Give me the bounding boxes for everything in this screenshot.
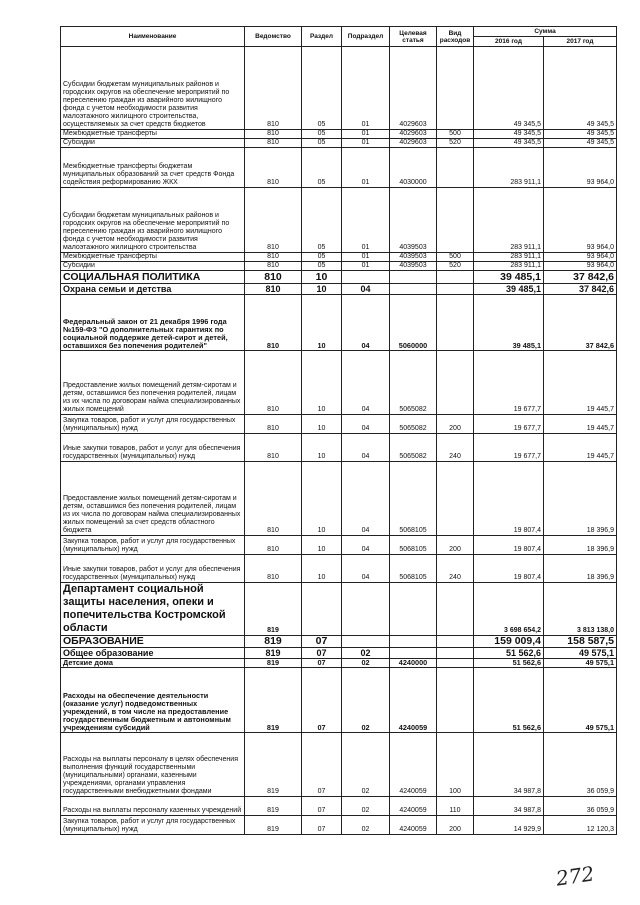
- row-podrazdel-cell: 02: [342, 668, 390, 733]
- row-vid-cell: [437, 583, 474, 636]
- row-name-cell: Расходы на выплаты персоналу в целях обеспечения выполнения функций государственными (муниципальными) органами, казенными учреждениями, органами управления государственными внебюджетными фондами: [61, 733, 245, 797]
- row-sum-2016-cell: 19 807,4: [474, 462, 544, 536]
- row-sum-2017-cell: 18 396,9: [544, 555, 617, 583]
- row-sum-2016-cell: 19 807,4: [474, 555, 544, 583]
- table-row: [61, 536, 617, 555]
- col-header-summa: Сумма: [474, 27, 617, 37]
- table-row: [61, 668, 617, 733]
- table-row: [61, 733, 617, 797]
- row-sum-2016-cell: 283 911,1: [474, 262, 544, 271]
- row-razdel-cell: 05: [302, 253, 342, 262]
- row-vid-cell: [437, 659, 474, 668]
- row-vedomstvo-cell: 810: [245, 253, 302, 262]
- row-vedomstvo-cell: 810: [245, 47, 302, 130]
- col-header-2016: 2016 год: [474, 37, 544, 47]
- row-sum-2016-cell: 39 485,1: [474, 295, 544, 351]
- row-vedomstvo-cell: 810: [245, 130, 302, 139]
- row-vid-cell: 520: [437, 262, 474, 271]
- row-sum-2016-cell: 19 677,7: [474, 351, 544, 415]
- row-sum-2017-cell: 3 813 138,0: [544, 583, 617, 636]
- row-celevaya-cell: 5068105: [390, 555, 437, 583]
- row-vedomstvo-cell: 819: [245, 648, 302, 659]
- row-razdel-cell: 10: [302, 462, 342, 536]
- row-name-cell: Предоставление жилых помещений детям-сиротам и детям, оставшимся без попечения родителей, лицам из их числа по договорам найма специализированных жилых помещений за счет средств областного бюджета: [61, 462, 245, 536]
- row-name-cell: Департамент социальной защиты населения, опеки и попечительства Костромской области: [61, 583, 245, 636]
- row-sum-2017-cell: 37 842,6: [544, 271, 617, 284]
- row-sum-2017-cell: 49 345,5: [544, 139, 617, 148]
- table-row: [61, 47, 617, 130]
- row-name-cell: Расходы на выплаты персоналу казенных учреждений: [61, 797, 245, 816]
- table-row: [61, 271, 617, 284]
- row-vedomstvo-cell: 810: [245, 536, 302, 555]
- row-name-cell: Федеральный закон от 21 декабря 1996 года №159-ФЗ "О дополнительных гарантиях по социальной поддержке детей-сирот и детей, оставшихся без попечения родителей": [61, 295, 245, 351]
- table-row: [61, 797, 617, 816]
- row-celevaya-cell: [390, 648, 437, 659]
- row-sum-2016-cell: 3 698 654,2: [474, 583, 544, 636]
- row-celevaya-cell: [390, 583, 437, 636]
- table-row: [61, 434, 617, 462]
- row-razdel-cell: 05: [302, 47, 342, 130]
- row-razdel-cell: 10: [302, 284, 342, 295]
- row-sum-2017-cell: 49 575,1: [544, 668, 617, 733]
- row-sum-2017-cell: 19 445,7: [544, 415, 617, 434]
- table-row: [61, 555, 617, 583]
- row-vid-cell: [437, 47, 474, 130]
- row-razdel-cell: 05: [302, 130, 342, 139]
- row-vid-cell: [437, 148, 474, 188]
- row-name-cell: Закупка товаров, работ и услуг для государственных (муниципальных) нужд: [61, 816, 245, 835]
- row-sum-2016-cell: 283 911,1: [474, 188, 544, 253]
- row-razdel-cell: 10: [302, 555, 342, 583]
- table-row: [61, 816, 617, 835]
- row-razdel-cell: 10: [302, 434, 342, 462]
- table-row: [61, 284, 617, 295]
- row-vedomstvo-cell: 810: [245, 295, 302, 351]
- row-razdel-cell: 07: [302, 648, 342, 659]
- row-name-cell: Субсидии бюджетам муниципальных районов и городских округов на обеспечение мероприятий по переселению граждан из аварийного жилищного фонда с учетом необходимости развития малоэтажного жилищного строительства, осуществляемых за счет средств бюджетов: [61, 47, 245, 130]
- row-vid-cell: [437, 648, 474, 659]
- row-celevaya-cell: 4240000: [390, 659, 437, 668]
- budget-table-body: [61, 47, 617, 835]
- row-sum-2017-cell: 19 445,7: [544, 434, 617, 462]
- row-podrazdel-cell: 04: [342, 555, 390, 583]
- row-vid-cell: [437, 668, 474, 733]
- row-razdel-cell: 05: [302, 148, 342, 188]
- row-vedomstvo-cell: 810: [245, 271, 302, 284]
- row-celevaya-cell: 5065082: [390, 415, 437, 434]
- row-vedomstvo-cell: 810: [245, 148, 302, 188]
- row-sum-2017-cell: 37 842,6: [544, 295, 617, 351]
- table-row: [61, 636, 617, 648]
- row-razdel-cell: 10: [302, 271, 342, 284]
- row-vid-cell: 100: [437, 733, 474, 797]
- row-podrazdel-cell: 01: [342, 130, 390, 139]
- row-razdel-cell: 07: [302, 733, 342, 797]
- row-podrazdel-cell: [342, 636, 390, 648]
- row-name-cell: Общее образование: [61, 648, 245, 659]
- row-celevaya-cell: 4039503: [390, 253, 437, 262]
- row-podrazdel-cell: 02: [342, 816, 390, 835]
- row-sum-2016-cell: 39 485,1: [474, 284, 544, 295]
- row-razdel-cell: 07: [302, 659, 342, 668]
- row-celevaya-cell: 5068105: [390, 462, 437, 536]
- row-razdel-cell: 05: [302, 188, 342, 253]
- row-razdel-cell: 07: [302, 816, 342, 835]
- row-sum-2017-cell: 36 059,9: [544, 797, 617, 816]
- row-podrazdel-cell: 01: [342, 188, 390, 253]
- row-name-cell: Детские дома: [61, 659, 245, 668]
- row-vedomstvo-cell: 810: [245, 284, 302, 295]
- table-row: [61, 659, 617, 668]
- row-vedomstvo-cell: 810: [245, 351, 302, 415]
- col-header-vedomstvo: Ведомство: [245, 27, 302, 47]
- row-sum-2016-cell: 34 987,8: [474, 797, 544, 816]
- table-row: [61, 295, 617, 351]
- handwritten-page-number: 272: [554, 861, 596, 891]
- row-vid-cell: 500: [437, 130, 474, 139]
- row-sum-2016-cell: 51 562,6: [474, 659, 544, 668]
- row-vedomstvo-cell: 810: [245, 188, 302, 253]
- row-vedomstvo-cell: 810: [245, 462, 302, 536]
- row-vid-cell: [437, 351, 474, 415]
- row-vedomstvo-cell: 810: [245, 415, 302, 434]
- row-name-cell: ОБРАЗОВАНИЕ: [61, 636, 245, 648]
- col-header-celevaya: Целевая статья: [390, 27, 437, 47]
- row-vedomstvo-cell: 819: [245, 668, 302, 733]
- table-row: [61, 583, 617, 636]
- row-vedomstvo-cell: 819: [245, 659, 302, 668]
- row-podrazdel-cell: 01: [342, 253, 390, 262]
- row-name-cell: Расходы на обеспечение деятельности (оказание услуг) подведомственных учреждений, в том числе на предоставление государственным бюджетным и автономным учреждениям субсидий: [61, 668, 245, 733]
- row-name-cell: Межбюджетные трансферты бюджетам муниципальных образований за счет средств Фонда содействия реформированию ЖКХ: [61, 148, 245, 188]
- row-celevaya-cell: 5065082: [390, 434, 437, 462]
- row-name-cell: Предоставление жилых помещений детям-сиротам и детям, оставшимся без попечения родителей, лицам из их числа по договорам найма специализированных жилых помещений: [61, 351, 245, 415]
- table-row: [61, 139, 617, 148]
- row-podrazdel-cell: 04: [342, 536, 390, 555]
- row-sum-2017-cell: 49 575,1: [544, 659, 617, 668]
- row-razdel-cell: 07: [302, 797, 342, 816]
- row-podrazdel-cell: 04: [342, 434, 390, 462]
- row-sum-2017-cell: 49 575,1: [544, 648, 617, 659]
- table-row: [61, 253, 617, 262]
- row-podrazdel-cell: [342, 271, 390, 284]
- row-vedomstvo-cell: 819: [245, 583, 302, 636]
- row-podrazdel-cell: [342, 583, 390, 636]
- row-vid-cell: [437, 295, 474, 351]
- row-sum-2016-cell: 39 485,1: [474, 271, 544, 284]
- row-vedomstvo-cell: 819: [245, 816, 302, 835]
- row-razdel-cell: 10: [302, 295, 342, 351]
- row-sum-2017-cell: 18 396,9: [544, 462, 617, 536]
- table-row: [61, 351, 617, 415]
- row-vedomstvo-cell: 819: [245, 797, 302, 816]
- row-podrazdel-cell: 01: [342, 139, 390, 148]
- row-vid-cell: 240: [437, 555, 474, 583]
- row-sum-2016-cell: 159 009,4: [474, 636, 544, 648]
- col-header-2017: 2017 год: [544, 37, 617, 47]
- row-celevaya-cell: [390, 271, 437, 284]
- row-podrazdel-cell: 04: [342, 415, 390, 434]
- row-razdel-cell: 10: [302, 536, 342, 555]
- header-row-1: [61, 27, 617, 37]
- table-row: [61, 262, 617, 271]
- table-row: [61, 148, 617, 188]
- row-razdel-cell: [302, 583, 342, 636]
- row-sum-2017-cell: 12 120,3: [544, 816, 617, 835]
- row-celevaya-cell: 4039503: [390, 262, 437, 271]
- col-header-razdel: Раздел: [302, 27, 342, 47]
- row-vid-cell: 240: [437, 434, 474, 462]
- row-podrazdel-cell: 04: [342, 351, 390, 415]
- row-razdel-cell: 10: [302, 415, 342, 434]
- row-sum-2016-cell: 14 929,9: [474, 816, 544, 835]
- row-name-cell: Охрана семьи и детства: [61, 284, 245, 295]
- row-razdel-cell: 07: [302, 668, 342, 733]
- row-celevaya-cell: 5065082: [390, 351, 437, 415]
- budget-sheet: [60, 26, 616, 835]
- row-celevaya-cell: 5060000: [390, 295, 437, 351]
- row-celevaya-cell: 4029603: [390, 47, 437, 130]
- row-celevaya-cell: 4039503: [390, 188, 437, 253]
- row-vedomstvo-cell: 810: [245, 139, 302, 148]
- row-sum-2017-cell: 19 445,7: [544, 351, 617, 415]
- row-podrazdel-cell: 04: [342, 284, 390, 295]
- row-sum-2016-cell: 19 807,4: [474, 536, 544, 555]
- row-name-cell: Субсидии бюджетам муниципальных районов и городских округов на обеспечение мероприятий по переселению граждан из аварийного жилищного фонда с учетом необходимости развития малоэтажного жилищного строительства: [61, 188, 245, 253]
- row-vedomstvo-cell: 810: [245, 434, 302, 462]
- row-vedomstvo-cell: 819: [245, 733, 302, 797]
- row-name-cell: Межбюджетные трансферты: [61, 253, 245, 262]
- row-celevaya-cell: 4240059: [390, 816, 437, 835]
- row-name-cell: СОЦИАЛЬНАЯ ПОЛИТИКА: [61, 271, 245, 284]
- row-vid-cell: 200: [437, 816, 474, 835]
- col-header-name: Наименование: [61, 27, 245, 47]
- row-podrazdel-cell: 02: [342, 659, 390, 668]
- table-row: [61, 415, 617, 434]
- row-celevaya-cell: [390, 636, 437, 648]
- row-razdel-cell: 05: [302, 262, 342, 271]
- row-name-cell: Закупка товаров, работ и услуг для государственных (муниципальных) нужд: [61, 536, 245, 555]
- row-vedomstvo-cell: 810: [245, 262, 302, 271]
- row-podrazdel-cell: 01: [342, 148, 390, 188]
- row-podrazdel-cell: 04: [342, 295, 390, 351]
- row-vid-cell: 110: [437, 797, 474, 816]
- col-header-vid: Вид расходов: [437, 27, 474, 47]
- row-celevaya-cell: 5068105: [390, 536, 437, 555]
- row-sum-2016-cell: 49 345,5: [474, 139, 544, 148]
- row-vid-cell: 200: [437, 415, 474, 434]
- row-sum-2017-cell: 93 964,0: [544, 148, 617, 188]
- table-row: [61, 130, 617, 139]
- row-vid-cell: 500: [437, 253, 474, 262]
- row-sum-2016-cell: 34 987,8: [474, 733, 544, 797]
- row-vid-cell: [437, 188, 474, 253]
- row-sum-2017-cell: 37 842,6: [544, 284, 617, 295]
- table-row: [61, 462, 617, 536]
- row-vedomstvo-cell: 810: [245, 555, 302, 583]
- row-sum-2017-cell: 49 345,5: [544, 130, 617, 139]
- row-podrazdel-cell: 02: [342, 733, 390, 797]
- row-sum-2016-cell: 19 677,7: [474, 434, 544, 462]
- row-celevaya-cell: 4030000: [390, 148, 437, 188]
- col-header-podrazdel: Подраздел: [342, 27, 390, 47]
- row-sum-2016-cell: 283 911,1: [474, 253, 544, 262]
- row-sum-2017-cell: 49 345,5: [544, 47, 617, 130]
- row-celevaya-cell: 4240059: [390, 668, 437, 733]
- row-podrazdel-cell: 02: [342, 648, 390, 659]
- row-vid-cell: [437, 462, 474, 536]
- row-celevaya-cell: [390, 284, 437, 295]
- row-sum-2017-cell: 93 964,0: [544, 253, 617, 262]
- row-vid-cell: [437, 284, 474, 295]
- row-vid-cell: [437, 271, 474, 284]
- row-name-cell: Иные закупки товаров, работ и услуг для обеспечения государственных (муниципальных) нужд: [61, 434, 245, 462]
- row-sum-2016-cell: 49 345,5: [474, 47, 544, 130]
- row-name-cell: Иные закупки товаров, работ и услуг для обеспечения государственных (муниципальных) нужд: [61, 555, 245, 583]
- row-podrazdel-cell: 02: [342, 797, 390, 816]
- row-name-cell: Субсидии: [61, 262, 245, 271]
- row-sum-2016-cell: 51 562,6: [474, 648, 544, 659]
- row-celevaya-cell: 4240059: [390, 733, 437, 797]
- row-celevaya-cell: 4029603: [390, 130, 437, 139]
- row-celevaya-cell: 4029603: [390, 139, 437, 148]
- row-podrazdel-cell: 01: [342, 47, 390, 130]
- table-row: [61, 188, 617, 253]
- budget-table: [60, 26, 617, 835]
- row-sum-2017-cell: 36 059,9: [544, 733, 617, 797]
- row-podrazdel-cell: 04: [342, 462, 390, 536]
- row-celevaya-cell: 4240059: [390, 797, 437, 816]
- row-vid-cell: 200: [437, 536, 474, 555]
- row-razdel-cell: 07: [302, 636, 342, 648]
- row-name-cell: Закупка товаров, работ и услуг для государственных (муниципальных) нужд: [61, 415, 245, 434]
- row-sum-2016-cell: 19 677,7: [474, 415, 544, 434]
- row-sum-2016-cell: 51 562,6: [474, 668, 544, 733]
- row-sum-2016-cell: 49 345,5: [474, 130, 544, 139]
- row-vid-cell: 520: [437, 139, 474, 148]
- row-sum-2016-cell: 283 911,1: [474, 148, 544, 188]
- row-podrazdel-cell: 01: [342, 262, 390, 271]
- row-sum-2017-cell: 93 964,0: [544, 262, 617, 271]
- row-name-cell: Межбюджетные трансферты: [61, 130, 245, 139]
- row-vid-cell: [437, 636, 474, 648]
- table-row: [61, 648, 617, 659]
- row-vedomstvo-cell: 819: [245, 636, 302, 648]
- row-sum-2017-cell: 158 587,5: [544, 636, 617, 648]
- row-sum-2017-cell: 18 396,9: [544, 536, 617, 555]
- row-razdel-cell: 10: [302, 351, 342, 415]
- row-sum-2017-cell: 93 964,0: [544, 188, 617, 253]
- row-name-cell: Субсидии: [61, 139, 245, 148]
- row-razdel-cell: 05: [302, 139, 342, 148]
